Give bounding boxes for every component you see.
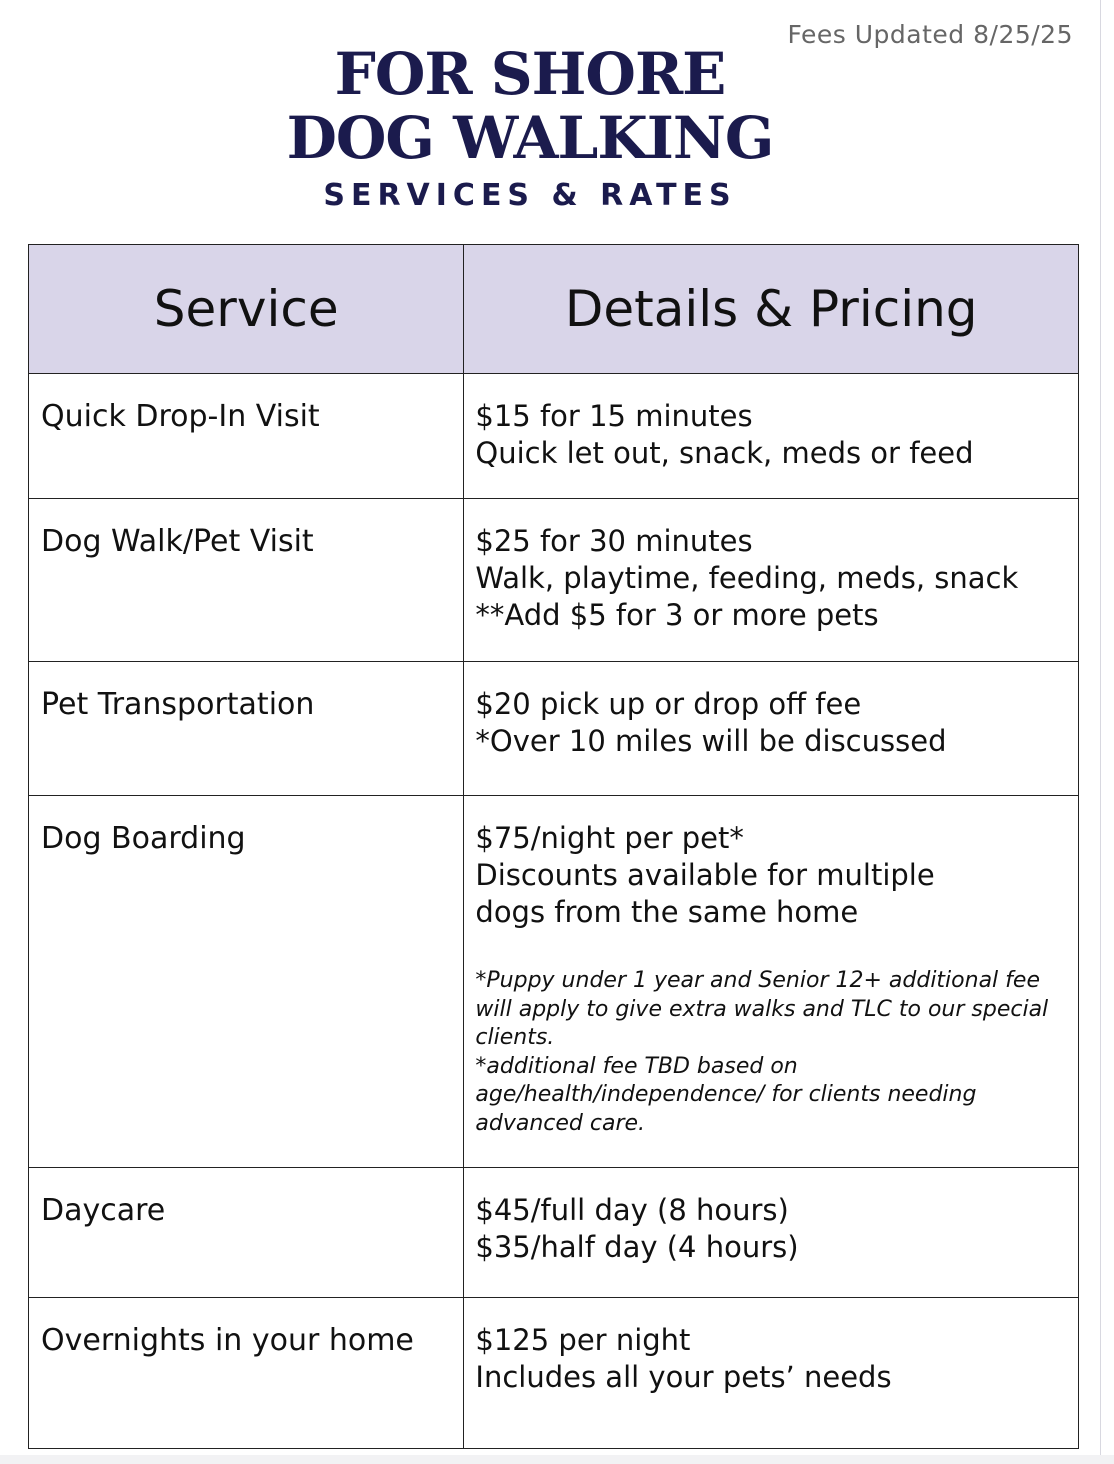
detail-line: Discounts available for multiple [475, 858, 935, 892]
fine-print-note: *additional fee TBD based on age/health/independence/ for clients needing advanced care. [475, 1053, 977, 1136]
table-row [29, 374, 1079, 499]
detail-line: *Over 10 miles will be discussed [475, 724, 947, 758]
table-row [29, 499, 1079, 662]
price-line: $35/half day (4 hours) [475, 1230, 799, 1264]
column-header-details: Details & Pricing [464, 245, 1079, 374]
service-name: Quick Drop-In Visit [41, 399, 320, 434]
price-line: $25 for 30 minutes [475, 524, 753, 558]
services-rates-subtitle: SERVICES & RATES [323, 178, 737, 213]
service-details [464, 499, 1078, 634]
detail-line: Quick let out, snack, meds or feed [475, 436, 974, 470]
service-details [464, 1168, 1078, 1266]
service-details [464, 662, 1078, 760]
business-name-line-2: DOG WALKING [286, 104, 774, 172]
price-line: $20 pick up or drop off fee [475, 687, 862, 721]
table-header-row [29, 245, 1079, 374]
table-row [29, 662, 1079, 796]
fine-print-note: *Puppy under 1 year and Senior 12+ additional fee will apply to give extra walks and TLC to our special clients. [475, 968, 1049, 1050]
table-row [29, 1168, 1079, 1298]
detail-line: Includes all your pets’ needs [475, 1360, 892, 1394]
price-line: $45/full day (8 hours) [475, 1193, 789, 1227]
service-name: Dog Boarding [41, 821, 246, 856]
service-details [464, 374, 1078, 472]
boarding-fine-print [475, 967, 1066, 1138]
fees-updated-date: Fees Updated 8/25/25 [787, 20, 1073, 49]
service-name: Dog Walk/Pet Visit [41, 524, 314, 559]
service-name: Daycare [41, 1193, 166, 1228]
page-edge [1100, 0, 1101, 1464]
column-header-service: Service [29, 245, 464, 374]
service-name: Overnights in your home [41, 1323, 414, 1358]
price-line: $125 per night [475, 1323, 691, 1357]
detail-line: dogs from the same home [475, 895, 859, 929]
table-row [29, 1298, 1079, 1449]
service-name: Pet Transportation [41, 687, 315, 722]
rates-table [28, 244, 1079, 1449]
detail-line: **Add $5 for 3 or more pets [475, 598, 879, 632]
price-line: $15 for 15 minutes [475, 399, 753, 433]
detail-line: Walk, playtime, feeding, meds, snack [475, 561, 1019, 595]
page-bottom-edge [0, 1455, 1114, 1464]
price-line: $75/night per pet* [475, 821, 744, 855]
service-details [464, 796, 1078, 1138]
service-details [464, 1298, 1078, 1396]
table-row [29, 796, 1079, 1168]
business-name-line-1: FOR SHORE [334, 40, 726, 108]
